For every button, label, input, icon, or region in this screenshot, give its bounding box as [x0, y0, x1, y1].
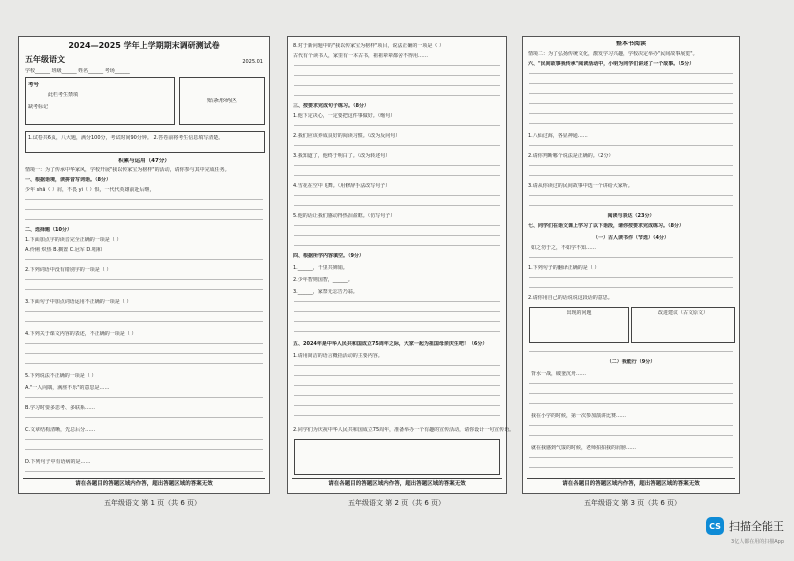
- answer-line: [529, 195, 733, 196]
- answer-region-warning: 请在各题目的答题区域内作答，超出答题区域的答案无效: [527, 478, 735, 489]
- answer-line: [25, 209, 263, 210]
- passage-line: 如之勿于之，不如学不知……: [531, 245, 597, 251]
- text-line: [529, 403, 733, 404]
- q-line: 2.下列词语中没有错别字的一项是（ ）: [25, 267, 112, 273]
- q-line: 5.他的话让我们感动得热泪盈眶。（仿写句子）: [293, 213, 396, 219]
- answer-line: [529, 83, 733, 84]
- q-line: 3.请从你读过的民间故事中选一个讲给大家听。: [528, 183, 633, 189]
- exam-subject: 五年级语文: [25, 55, 65, 64]
- q-line: 5.下列说法不正确的一项是（ ）: [25, 373, 97, 379]
- answer-line: [294, 165, 500, 166]
- answer-line: [25, 417, 263, 418]
- text-line: [529, 383, 733, 384]
- page-footer: 五年级语文 第 3 页（共 6 页）: [584, 499, 682, 507]
- passage-line: 背水一战，破釜沉舟……: [531, 371, 587, 377]
- text-line: [529, 257, 733, 258]
- answer-line: [529, 351, 733, 352]
- q-line: 二、选择题（10分）: [25, 227, 72, 233]
- q-line: 4.雪花在空中飞舞。（用修辞手法改写句子）: [293, 183, 391, 189]
- answer-line: [25, 471, 263, 472]
- answer-line: [294, 65, 500, 66]
- suggestion-box: [631, 307, 735, 343]
- answer-line: [25, 311, 263, 312]
- answer-line: [294, 245, 500, 246]
- text-line: [529, 457, 733, 458]
- q-line: D.下列句子中有语病的是……: [25, 459, 91, 465]
- answer-line: [529, 165, 733, 166]
- answer-line: [25, 259, 263, 260]
- text-line: [529, 425, 733, 426]
- brand-tagline: 3亿人都在用的扫描App: [731, 539, 784, 545]
- answer-line: [529, 287, 733, 288]
- answer-line: [294, 415, 500, 416]
- page-footer: 五年级语文 第 2 页（共 6 页）: [348, 499, 446, 507]
- answer-line: [25, 219, 263, 220]
- answer-line: [25, 321, 263, 322]
- problem-box-label: 出现的问题: [566, 310, 592, 316]
- notes-text: 1.试卷共6页，八大题，满分100分，考试时间90分钟。 2.答卷前将考生信息填写清楚。: [28, 135, 224, 141]
- section-title: 整本书阅读: [615, 41, 646, 47]
- exam-no-label: 考号: [28, 82, 40, 88]
- q-line: 古代有个读书人，家里有一本古书，祖祖辈辈都舍不得用……: [293, 53, 429, 59]
- q-line: 1.请用简洁的语言概括活动的主要内容。: [293, 353, 383, 359]
- answer-line: [529, 113, 733, 114]
- q-line: 六、"民间故事我传承"阅读活动中，小明为同学们讲述了一个故事。（5分）: [528, 61, 695, 67]
- q-line: 四、根据所学内容填空。（9分）: [293, 253, 364, 259]
- answer-line: [294, 95, 500, 96]
- answer-line: [529, 93, 733, 94]
- answer-line: [25, 353, 263, 354]
- answer-box: [294, 439, 500, 475]
- answer-line: [529, 103, 733, 104]
- answer-line: [529, 175, 733, 176]
- answer-line: [25, 439, 263, 440]
- scanner-brand: [706, 517, 784, 535]
- camscanner-logo-icon: CS: [706, 517, 724, 535]
- text-line: [529, 393, 733, 394]
- text-line: [529, 467, 733, 468]
- q-line: 1.下列句子的翻译正确的是（ ）: [528, 265, 600, 271]
- passage-title: （一）古人读书作（节选）（4分）: [593, 235, 669, 241]
- page-footer: 五年级语文 第 1 页（共 6 页）: [104, 499, 202, 507]
- answer-line: [294, 385, 500, 386]
- answer-line: [294, 225, 500, 226]
- brand-name: 扫描全能王: [729, 520, 784, 533]
- answer-line: [294, 145, 500, 146]
- answer-line: [294, 125, 500, 126]
- barcode-area: [179, 77, 265, 125]
- q-line: 3.下面句子中加点词语运用不正确的一项是（ ）: [25, 299, 132, 305]
- q-line: 情境二：为了弘扬传统文化，激发学习兴趣，学校决定举办"民间故事展览"。: [528, 51, 698, 57]
- answer-line: [529, 205, 733, 206]
- exam-page-3: [522, 36, 740, 494]
- answer-line: [529, 123, 733, 124]
- answer-line: [25, 199, 263, 200]
- q-line: 1.______，千里共婵娟。: [293, 265, 348, 271]
- q-line: 2.请你用自己的话说说这段话的意思。: [528, 295, 613, 301]
- student-info-row: 学校______ 班级______ 姓名______ 考场______: [25, 68, 130, 74]
- answer-line: [294, 395, 500, 396]
- passage-title: （二）我能行（9分）: [606, 359, 656, 365]
- problem-box: [529, 307, 629, 343]
- answer-line: [294, 75, 500, 76]
- passage-line: 我在小学的时候，第一次参加演讲比赛……: [531, 413, 627, 419]
- answer-line: [294, 205, 500, 206]
- q-line: 一、根据语境，读拼音写词语。（8分）: [25, 177, 111, 183]
- exam-date: 2025.01: [242, 59, 263, 65]
- exam-page-1: [18, 36, 270, 494]
- answer-line: [294, 321, 500, 322]
- q-line: 2.请你判断哪个说法是正确的。（2分）: [528, 153, 614, 159]
- q-line: 2.同学们为庆祝中华人民共和国成立75周年，准备举办一个有趣的宣传活动，请你设计一句宣传语。: [293, 427, 515, 433]
- answer-line: [25, 343, 263, 344]
- answer-line: [294, 175, 500, 176]
- notice-label: 此栏考生禁填: [48, 92, 79, 98]
- answer-line: [294, 375, 500, 376]
- q-line: A."一人向隅，满座不乐"的意思是……: [25, 385, 110, 391]
- answer-line: [529, 73, 733, 74]
- answer-line: [529, 277, 733, 278]
- answer-line: [294, 301, 500, 302]
- answer-line: [25, 289, 263, 290]
- exam-title: 2024—2025 学年上学期期末调研测试卷: [68, 41, 220, 50]
- q-line: 七、同学们在语文课上学习了以下语段，请你按要求完成练习。（8分）: [528, 223, 684, 229]
- answer-line: [294, 331, 500, 332]
- q-line: 8.对于新问题中的"我以传家宝为榜样"项目，说法正确的一项是（ ）: [293, 43, 444, 49]
- q-line: 3.我知道了，他终于明白了。（改为转述句）: [293, 153, 391, 159]
- barcode-label: 贴条形码区: [206, 98, 237, 104]
- q-line: B.学习时要多思考、多联系……: [25, 405, 96, 411]
- section-heading: 阅读与表达（23分）: [607, 213, 655, 219]
- answer-line: [294, 85, 500, 86]
- text-line: [529, 435, 733, 436]
- exam-number-box: [25, 77, 175, 125]
- answer-line: [529, 145, 733, 146]
- answer-line: [25, 363, 263, 364]
- suggestion-box-label: 改进建议（古文原文）: [657, 310, 708, 316]
- answer-line: [25, 397, 263, 398]
- q-line: 五、2024年是中华人民共和国成立75周年之际，大家一起为祖国母亲庆生吧！（6分）: [293, 341, 488, 347]
- q-line: 2.少年智则国智，______。: [293, 277, 353, 283]
- answer-line: [294, 365, 500, 366]
- answer-region-warning: 请在各题目的答题区域内作答，超出答题区域的答案无效: [292, 478, 502, 489]
- q-line: 1.下面加点字的读音完全正确的一项是（ ）: [25, 237, 122, 243]
- q-line: 情境一：为了传承中华家风，学校开展"我以传家宝为榜样"的活动，请你参与其中完成任务。: [25, 167, 230, 173]
- q-line: A.伶俐 炽热 B.搁置 C.冠军 D.唱和: [25, 247, 102, 253]
- answer-line: [294, 235, 500, 236]
- answer-line: [294, 311, 500, 312]
- answer-line: [294, 195, 500, 196]
- q-line: 1.他下定决心，一定要把这件事做好。（缩句）: [293, 113, 396, 119]
- q-line: 4.下列关于课文内容的表述，不正确的一项是（ ）: [25, 331, 137, 337]
- answer-region-warning: 请在各题目的答题区域内作答，超出答题区域的答案无效: [23, 478, 265, 489]
- answer-line: [294, 405, 500, 406]
- q-line: 2.我们应该养成良好的阅读习惯。（改为反问句）: [293, 133, 401, 139]
- section-heading: 积累与运用（47分）: [118, 158, 170, 164]
- answer-line: [25, 449, 263, 450]
- absent-label: 缺考标记: [28, 104, 49, 110]
- q-line: 3.______，家祭无忘告乃翁。: [293, 289, 358, 295]
- passage-line: 就在我感到气馁的时候，老师拍拍我的肩膀……: [531, 445, 637, 451]
- q-line: 1.八仙过海，各显神通……: [528, 133, 588, 139]
- q-line: 三、按要求完成句子练习。（8分）: [293, 103, 369, 109]
- q-line: C.文章结构清晰，先总后分……: [25, 427, 96, 433]
- answer-line: [25, 279, 263, 280]
- notes-box: [25, 131, 265, 153]
- q-line: 少年 shā（ ）肩，不畏 yì（ ）惧，一代代英雄前赴后继，: [25, 187, 155, 193]
- exam-page-2: [287, 36, 515, 494]
